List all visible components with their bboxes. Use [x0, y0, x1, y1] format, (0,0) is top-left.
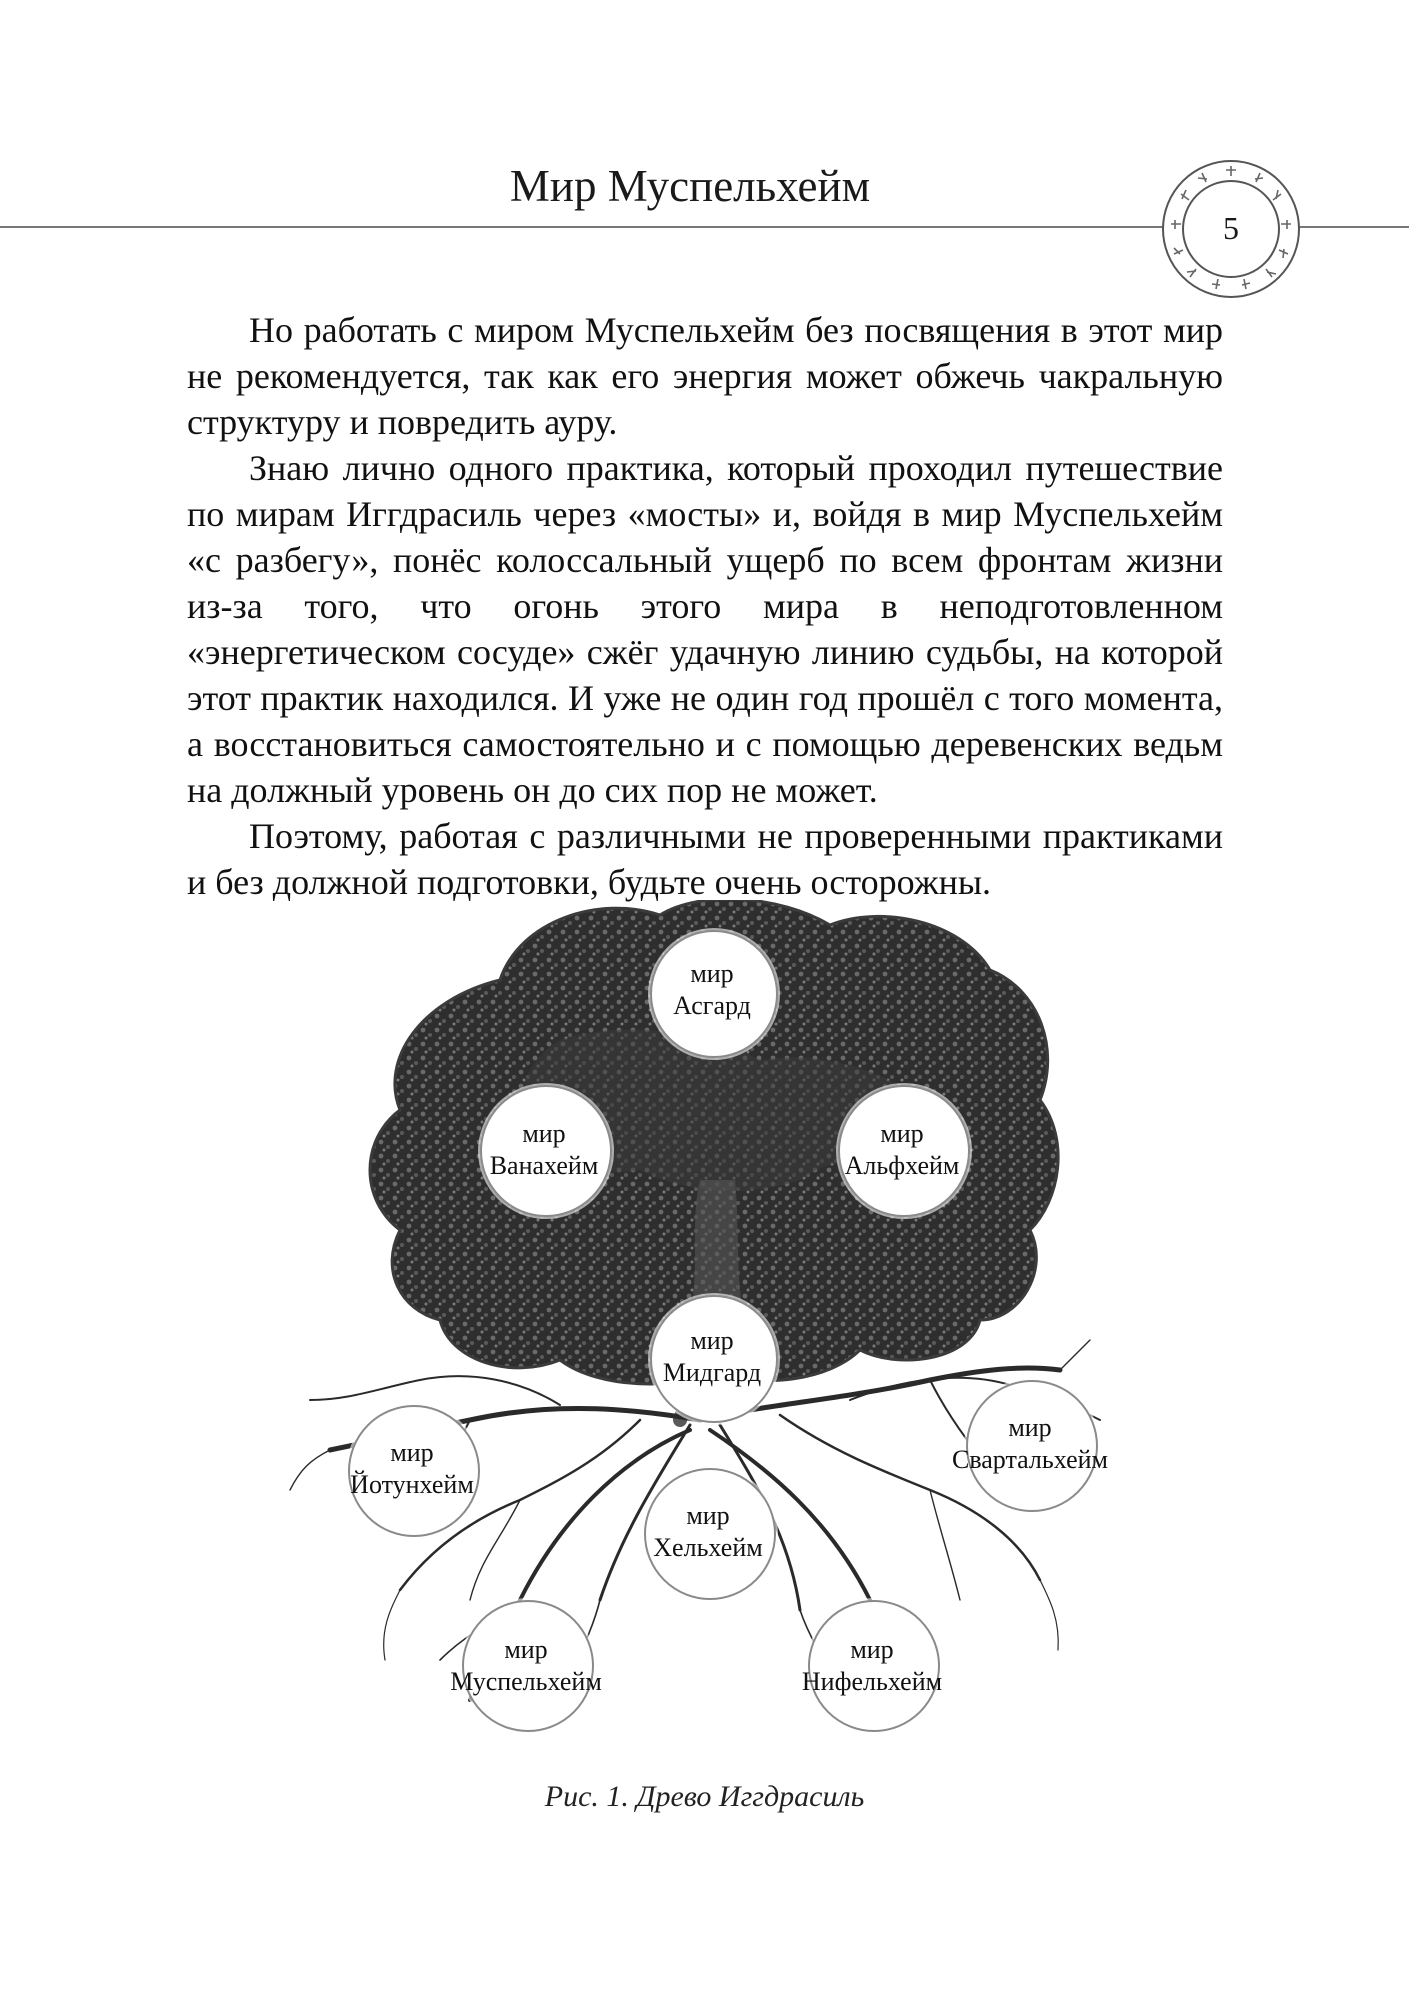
world-vanaheim-label: мир Ванахейм	[489, 1119, 599, 1180]
world-midgard-label: мир Мидгард	[662, 1326, 762, 1387]
world-alfheim-label: мир Альфхейм	[844, 1119, 960, 1180]
page-number: 5	[1223, 210, 1239, 246]
yggdrasil-figure	[0, 900, 1409, 1780]
world-asgard-label: мир Асгард	[673, 959, 751, 1020]
paragraph: Поэтому, работая с различными не проверенными практиками и без должной подготовки, будьте очень осторожны.	[187, 816, 1223, 902]
world-jotunheim-label: мир Йотунхейм	[350, 1438, 474, 1499]
world-svartalfheim-label: мир Свартальхейм	[951, 1413, 1108, 1474]
paragraph: Но работать с миром Муспельхейм без посвящения в этот мир не рекомендуется, так как его энергия может обжечь чакральную структуру и повредить ауру.	[187, 310, 1223, 442]
world-muspelheim-label: мир Муспельхейм	[450, 1635, 602, 1696]
paragraph: Знаю лично одного практика, который проходил путешествие по мирам Иггдрасиль через «мосты» и, войдя в мир Муспельхейм «с разбегу», понёс колоссальный ущерб по всем фронтам жизни из-за того, что огонь этого мира в неподготовленном «энергетическом сосуде» сжёг удачную линию судьбы, на которой этот практик находился. И уже не один год прошёл с того момента, а восстановиться самостоятельно и с помощью деревенских ведьм на должный уровень он до сих пор не может.	[187, 448, 1223, 810]
world-niflheim-label: мир Нифельхейм	[801, 1635, 943, 1696]
page-title: Мир Муспельхейм	[509, 161, 871, 211]
world-helheim-label: мир Хельхейм	[653, 1501, 763, 1562]
body-text	[187, 307, 1223, 905]
figure-caption: Рис. 1. Древо Иггдрасиль	[544, 1780, 865, 1813]
